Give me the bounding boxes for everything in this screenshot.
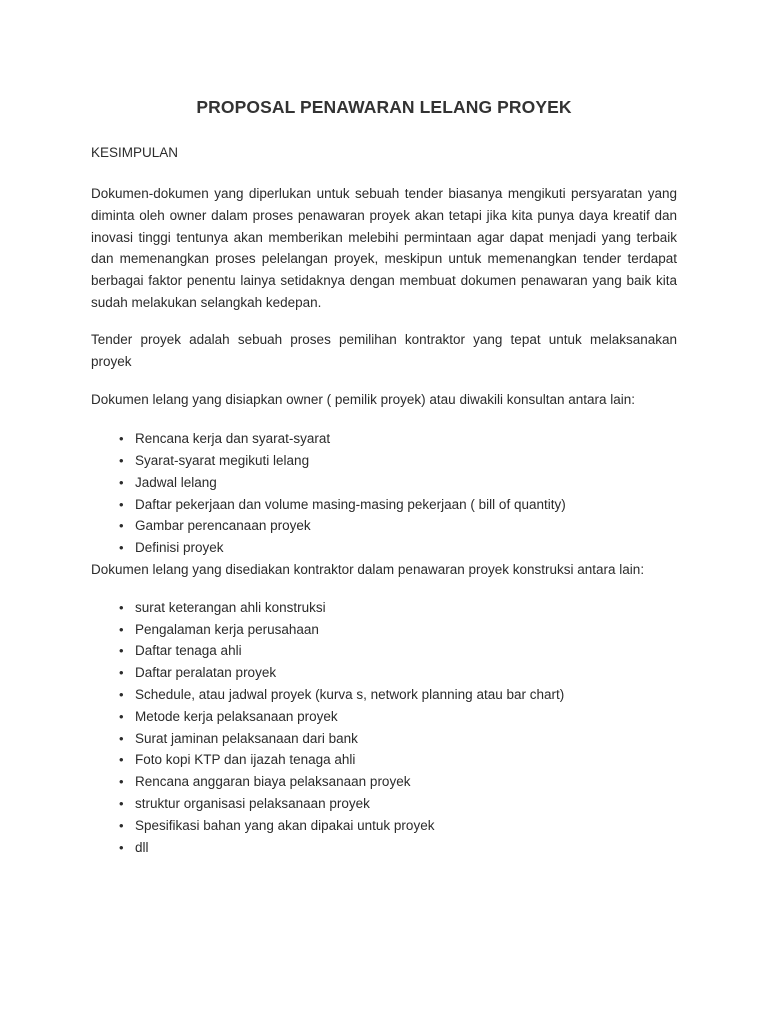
section-label: KESIMPULAN — [91, 145, 179, 160]
bullet-icon: • — [119, 817, 124, 833]
bullet-icon: • — [119, 599, 124, 615]
paragraph-contractor-documents: Dokumen lelang yang disediakan kontraktor dalam penawaran proyek konstruksi antara lain: — [91, 561, 645, 577]
list-item-text: Jadwal lelang — [135, 474, 217, 490]
bullet-icon: • — [119, 774, 124, 790]
list-item-text: Daftar pekerjaan dan volume masing-masing pekerjaan ( bill of quantity) — [135, 496, 566, 512]
list-item — [119, 640, 677, 662]
list-item — [119, 597, 677, 619]
owner-documents-list — [91, 428, 677, 559]
list-item-text: surat keterangan ahli konstruksi — [135, 599, 326, 615]
bullet-icon: • — [119, 839, 124, 855]
bullet-icon: • — [119, 795, 124, 811]
list-item — [119, 537, 677, 559]
list-item — [119, 662, 677, 684]
list-item-text: struktur organisasi pelaksanaan proyek — [135, 795, 370, 811]
paragraph-tender-definition: Tender proyek adalah sebuah proses pemilihan kontraktor yang tepat untuk melaksanakan proyek — [91, 331, 677, 369]
bullet-icon: • — [119, 474, 124, 490]
list-item-text: Spesifikasi bahan yang akan dipakai untuk proyek — [135, 817, 435, 833]
bullet-icon: • — [119, 431, 124, 447]
list-item — [119, 793, 677, 815]
list-item-text: Definisi proyek — [135, 540, 224, 556]
bullet-icon: • — [119, 686, 124, 702]
list-item-text: Gambar perencanaan proyek — [135, 518, 311, 534]
list-item — [119, 749, 677, 771]
list-item — [119, 771, 677, 793]
list-item — [119, 728, 677, 750]
list-item — [119, 706, 677, 728]
list-item — [119, 619, 677, 641]
contractor-documents-list — [91, 597, 677, 859]
bullet-icon: • — [119, 540, 124, 556]
list-item-text: Schedule, atau jadwal proyek (kurva s, network planning atau bar chart) — [135, 686, 565, 702]
bullet-icon: • — [119, 496, 124, 512]
list-item — [119, 515, 677, 537]
bullet-icon: • — [119, 730, 124, 746]
paragraph-intro: Dokumen-dokumen yang diperlukan untuk sebuah tender biasanya mengikuti persyaratan yang diminta oleh owner dalam proses penawaran proyek akan tetapi jika kita punya daya kreatif dan inovasi tinggi tentunya akan memberikan melebihi permintaan agar dapat menjadi yang terbaik dan memenangkan proses pelelangan proyek, meskipun untuk memenangkan tender terdapat berbagai faktor penentu lainya setidaknya dengan membuat dokumen penawaran yang baik kita sudah melakukan selangkah kedepan. — [91, 186, 677, 310]
list-item-text: Rencana anggaran biaya pelaksanaan proyek — [135, 774, 411, 790]
list-item — [119, 815, 677, 837]
list-item — [119, 837, 677, 859]
bullet-icon: • — [119, 665, 124, 681]
list-item-text: Syarat-syarat megikuti lelang — [135, 452, 310, 468]
list-item-text: Metode kerja pelaksanaan proyek — [135, 708, 338, 724]
list-item-text: Daftar tenaga ahli — [135, 643, 242, 659]
list-item — [119, 472, 677, 494]
paragraph-owner-documents: Dokumen lelang yang disiapkan owner ( pemilik proyek) atau diwakili konsultan antara lain: — [91, 392, 636, 408]
document-title: PROPOSAL PENAWARAN LELANG PROYEK — [196, 97, 572, 117]
list-item-text: Surat jaminan pelaksanaan dari bank — [135, 730, 358, 746]
list-item — [119, 684, 677, 706]
list-item-text: dll — [135, 839, 149, 855]
list-item — [119, 428, 677, 450]
list-item-text: Rencana kerja dan syarat-syarat — [135, 431, 331, 447]
list-item-text: Pengalaman kerja perusahaan — [135, 621, 319, 637]
list-item — [119, 494, 677, 516]
bullet-icon: • — [119, 708, 124, 724]
bullet-icon: • — [119, 752, 124, 768]
bullet-icon: • — [119, 643, 124, 659]
list-item — [119, 450, 677, 472]
bullet-icon: • — [119, 518, 124, 534]
list-item-text: Foto kopi KTP dan ijazah tenaga ahli — [135, 752, 356, 768]
list-item-text: Daftar peralatan proyek — [135, 665, 277, 681]
bullet-icon: • — [119, 452, 124, 468]
bullet-icon: • — [119, 621, 124, 637]
